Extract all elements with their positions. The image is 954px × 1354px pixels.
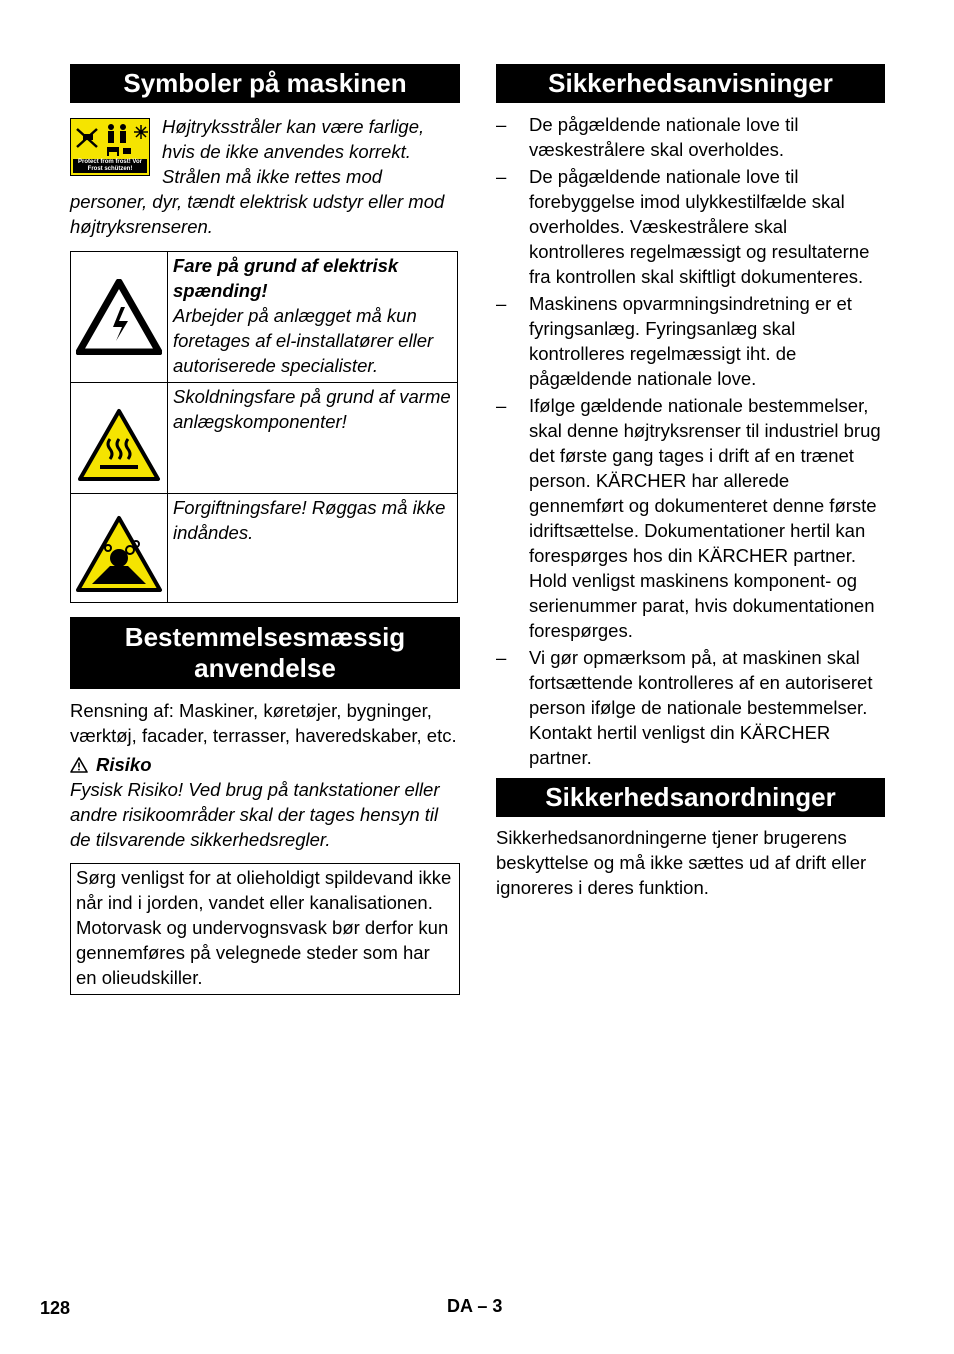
intended-use-heading-line2: anvendelse — [194, 653, 336, 683]
dash-bullet: – — [496, 166, 507, 187]
page-number: 128 — [40, 1298, 71, 1318]
machine-symbol-sticker — [70, 118, 150, 176]
safety-instructions-list — [496, 112, 885, 770]
symbols-heading: Symboler på maskinen — [70, 64, 460, 103]
warning-text-toxic — [168, 494, 457, 602]
right-column — [496, 64, 885, 900]
list-item: – Maskinens opvarmningsindretning er et fyringsanlæg. Fyringsanlæg skal kontrolleres regelmæssigt iht. de pågældende nationale love. — [496, 293, 852, 389]
symbols-intro — [70, 114, 460, 239]
warning-row-electric — [71, 252, 457, 383]
list-item: – Ifølge gældende nationale bestemmelser, skal denne højtryksrenser til industriel brug det første gang tages i drift af en trænet person. KÄRCHER har allerede gennemført og dokumenteret denne første idriftsættelse. Dokumentationer hertil kan forespørges hos din KÄRCHER partner. Hold venligst maskinens komponent- og serienummer parat, hvis dokumentationen forespørges. — [496, 395, 881, 641]
risk-heading — [70, 752, 460, 777]
left-column — [70, 64, 460, 995]
warning-body-toxic: Forgiftningsfare! Røggas må ikke indåndes. — [173, 497, 446, 543]
list-item: – De pågældende nationale love til væskestrålere skal overholdes. — [496, 114, 799, 160]
language-section-label: DA – 3 — [447, 1296, 503, 1316]
no-spray-people-icon — [71, 119, 149, 163]
electric-shock-warning-icon — [71, 252, 168, 382]
warning-title-electric: Fare på grund af elektrisk spænding! — [173, 255, 399, 301]
intended-use-heading-line1: Bestemmelsesmæssig — [124, 622, 406, 652]
warning-row-toxic — [71, 494, 457, 602]
toxic-gas-warning-icon — [71, 494, 168, 602]
warning-row-hot — [71, 383, 457, 494]
dash-bullet: – — [496, 647, 507, 668]
sticker-text: Protect from frost! Vor Frost schützen! — [73, 159, 147, 173]
intended-use-heading — [70, 617, 460, 689]
warning-text-electric — [168, 252, 457, 382]
risk-label: Risiko — [96, 754, 152, 775]
dash-bullet: – — [496, 114, 507, 135]
safety-devices-heading: Sikkerhedsanordninger — [496, 778, 885, 817]
warning-triangle-icon — [70, 757, 88, 773]
dash-bullet: – — [496, 395, 507, 416]
symbols-intro-text: Højtryksstråler kan være farlige, hvis de ikke anvendes korrekt. Strålen må ikke rettes mod personer, dyr, tændt elektrisk udstyr eller mod højtryksrenseren. — [70, 116, 445, 237]
environment-note-box — [70, 863, 460, 995]
risk-text: Fysisk Risiko! Ved brug på tankstationer eller andre risikoområder skal der tages hensyn til de tilsvarende sikkerhedsregler. — [70, 779, 440, 850]
warning-text-hot — [168, 383, 457, 493]
warning-table — [70, 251, 458, 603]
warning-body-hot: Skoldningsfare på grund af varme anlægskomponenter! — [173, 386, 451, 432]
warning-body-electric: Arbejder på anlægget må kun foretages af el-installatører eller autoriserede specialister. — [173, 305, 434, 376]
safety-instructions-heading: Sikkerhedsanvisninger — [496, 64, 885, 103]
intended-use-text: Rensning af: Maskiner, køretøjer, bygninger, værktøj, facader, terrasser, haveredskaber, etc. — [70, 700, 457, 746]
list-item: – Vi gør opmærksom på, at maskinen skal fortsættende kontrolleres af en autoriseret person ifølge de nationale bestemmelser. Kontakt hertil venligst din KÄRCHER partner. — [496, 647, 873, 768]
environment-note-text: Sørg venligst for at olieholdigt spildevand ikke når ind i jorden, vandet eller kanalisationen. Motorvask og undervognsvask bør derfor kun gennemføres på velegnede steder som har en olieudskiller. — [76, 867, 452, 988]
dash-bullet: – — [496, 293, 507, 314]
list-item: – De pågældende nationale love til forebyggelse imod ulykkestilfælde skal overholdes. Væskestrålere skal kontrolleres regelmæssigt og resultaterne fra kontrollen skal skiftligt dokumenteres. — [496, 166, 870, 287]
hot-surface-warning-icon — [71, 383, 168, 493]
safety-devices-text: Sikkerhedsanordningerne tjener brugerens beskyttelse og må ikke sættes ud af drift eller ignoreres i deres funktion. — [496, 827, 867, 898]
